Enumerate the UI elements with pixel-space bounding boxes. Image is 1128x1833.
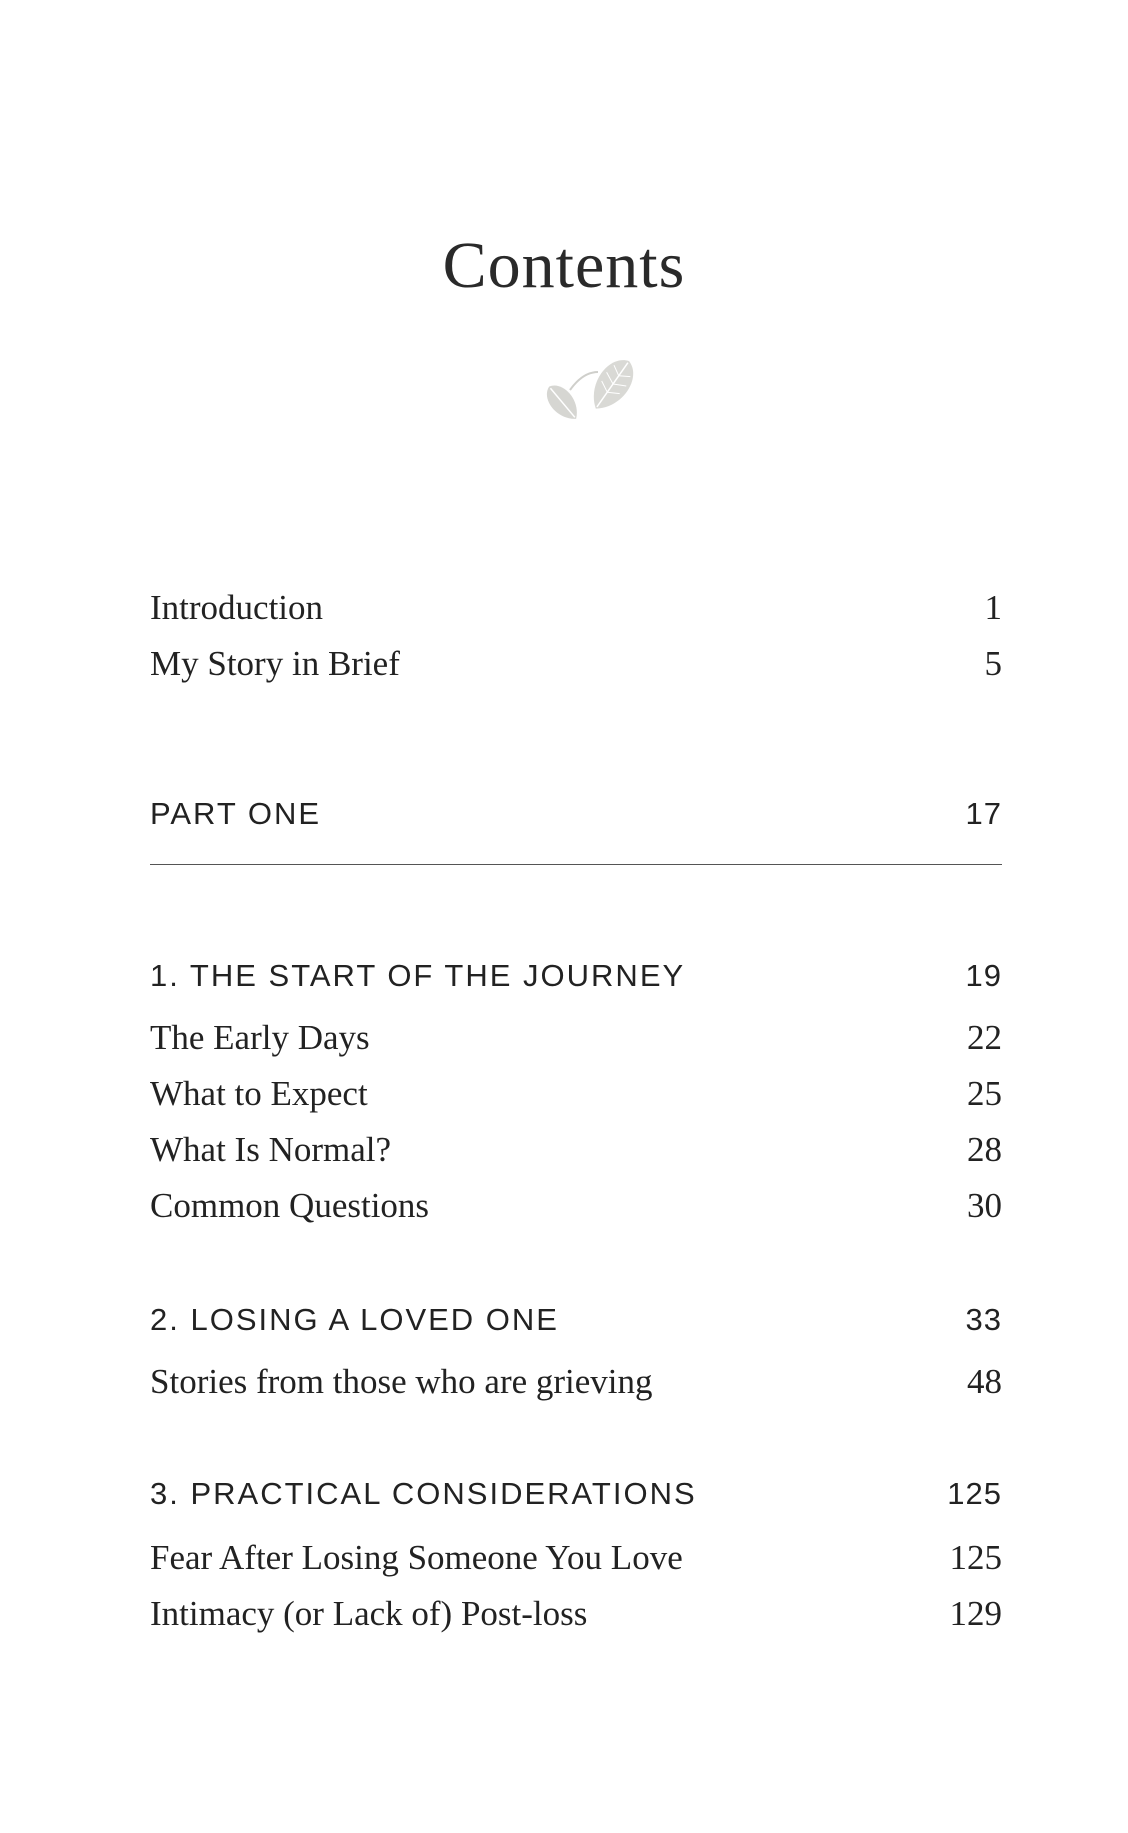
part-label: PART ONE xyxy=(150,796,322,831)
toc-entry-label: What to Expect xyxy=(150,1074,368,1113)
toc-entry-introduction[interactable] xyxy=(150,588,1002,628)
toc-entry-page: 5 xyxy=(984,644,1002,683)
toc-entry-label: Common Questions xyxy=(150,1186,430,1225)
chapter-page: 125 xyxy=(947,1476,1002,1511)
toc-entry[interactable] xyxy=(150,1074,1002,1114)
toc-entry-page: 22 xyxy=(967,1018,1002,1057)
chapter-page: 33 xyxy=(965,1302,1002,1337)
toc-entry-page: 129 xyxy=(949,1594,1002,1633)
toc-entry-page: 28 xyxy=(967,1130,1002,1169)
toc-entry-page: 48 xyxy=(967,1362,1002,1401)
toc-entry-label: Introduction xyxy=(150,588,324,627)
toc-entry-label: What Is Normal? xyxy=(150,1130,392,1169)
chapter-heading: 1. THE START OF THE JOURNEY xyxy=(150,958,686,993)
toc-entry-page: 30 xyxy=(967,1186,1002,1225)
toc-entry-label: The Early Days xyxy=(150,1018,370,1057)
part-divider-rule xyxy=(150,864,1002,865)
toc-entry[interactable] xyxy=(150,1130,1002,1170)
toc-entry[interactable] xyxy=(150,1362,1002,1402)
chapter-heading: 3. PRACTICAL CONSIDERATIONS xyxy=(150,1476,697,1511)
part-page: 17 xyxy=(965,796,1002,831)
toc-entry-label: My Story in Brief xyxy=(150,644,400,683)
toc-entry-page: 125 xyxy=(949,1538,1002,1577)
chapter-page: 19 xyxy=(965,958,1002,993)
chapter-heading: 2. LOSING A LOVED ONE xyxy=(150,1302,559,1337)
toc-entry-page: 25 xyxy=(967,1074,1002,1113)
toc-entry[interactable] xyxy=(150,1538,1002,1578)
toc-entry-label: Fear After Losing Someone You Love xyxy=(150,1538,683,1577)
toc-entry[interactable] xyxy=(150,1594,1002,1634)
toc-chapter-1[interactable] xyxy=(150,958,1002,994)
toc-entry[interactable] xyxy=(150,1186,1002,1226)
toc-entry-my-story[interactable] xyxy=(150,644,1002,684)
toc-entry[interactable] xyxy=(150,1018,1002,1058)
toc-part-one[interactable] xyxy=(150,796,1002,832)
table-of-contents xyxy=(150,0,1002,1833)
page-title: Contents xyxy=(442,229,686,302)
toc-chapter-2[interactable] xyxy=(150,1302,1002,1338)
toc-entry-label: Intimacy (or Lack of) Post-loss xyxy=(150,1594,588,1633)
toc-chapter-3[interactable] xyxy=(150,1476,1002,1512)
toc-entry-page: 1 xyxy=(984,588,1002,627)
toc-entry-label: Stories from those who are grieving xyxy=(150,1362,653,1401)
